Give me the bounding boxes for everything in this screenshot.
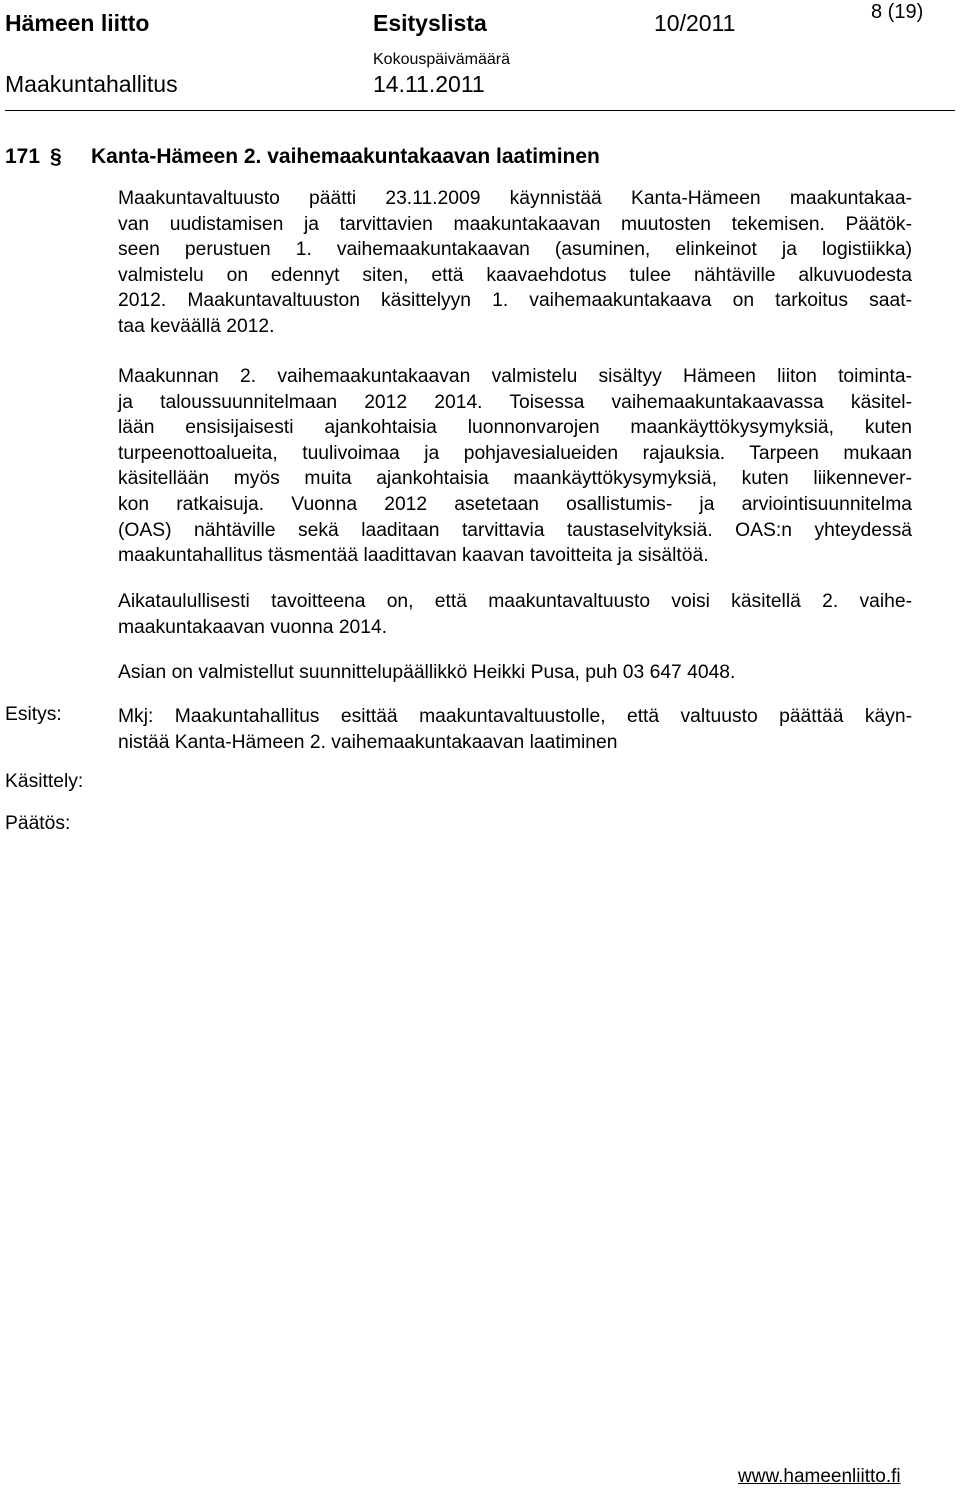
paragraph-preparation <box>118 364 912 569</box>
handling-label: Käsittely: <box>5 771 84 792</box>
text-line: 2012. Maakuntavaltuuston käsittelyyn 1. vaihemaakuntakaava on tarkoitus saat- <box>118 290 912 312</box>
text-line: van uudistamisen ja tarvittavien maakuntakaavan muutosten tekemisen. Päätök- <box>118 213 912 235</box>
text-line: taa keväällä 2012. <box>118 315 275 337</box>
text-line: ja taloussuunnitelmaan 2012 2014. Toisessa vaihemaakuntakaavassa käsitel- <box>118 391 912 413</box>
document-number: 10/2011 <box>654 10 736 36</box>
text-line: lään ensisijaisesti ajankohtaisia luonnonvarojen maankäyttökysymyksiä, kuten <box>118 417 912 439</box>
section-symbol: § <box>50 145 62 168</box>
item-number: 171 <box>5 145 41 168</box>
text-line: kon ratkaisuja. Vuonna 2012 asetetaan osallistumis- ja arviointisuunnitelma <box>118 493 912 515</box>
organization-name: Hämeen liitto <box>5 10 150 36</box>
decision-label: Päätös: <box>5 813 71 834</box>
text-line: käsitellään myös muita ajankohtaisia maankäyttökysymyksiä, kuten liikennever- <box>118 468 912 490</box>
paragraph-preparer <box>118 660 912 686</box>
proposal-label: Esitys: <box>5 704 62 725</box>
text-line: maakuntakaavan vuonna 2014. <box>118 616 388 638</box>
text-line: nistää Kanta-Hämeen 2. vaihemaakuntakaavan laatiminen <box>118 731 618 753</box>
text-line: Maakuntavaltuusto päätti 23.11.2009 käynnistää Kanta-Hämeen maakuntakaa- <box>118 188 912 209</box>
page-number: 8 (19) <box>871 1 924 23</box>
paragraph-schedule <box>118 589 912 640</box>
text-line: maakuntahallitus täsmentää laadittavan kaavan tavoitteita ja sisältöä. <box>118 545 709 567</box>
text-line: Aikataulullisesti tavoitteena on, että maakuntavaltuusto voisi käsitellä 2. vaihe- <box>118 591 912 612</box>
proposal-text <box>118 704 912 755</box>
footer-website-link[interactable]: www.hameenliitto.fi <box>738 1466 901 1487</box>
governing-body: Maakuntahallitus <box>5 71 178 97</box>
text-line: Mkj: Maakuntahallitus esittää maakuntavaltuustolle, että valtuusto päättää käyn- <box>118 706 912 727</box>
document-type: Esityslista <box>373 10 487 36</box>
text-line: (OAS) nähtäville sekä laaditaan tarvittavia taustaselvityksiä. OAS:n yhteydessä <box>118 519 912 541</box>
text-line: Maakunnan 2. vaihemaakuntakaavan valmistelu sisältyy Hämeen liiton toiminta- <box>118 366 912 387</box>
text-line: turpeenottoalueita, tuulivoimaa ja pohjavesialueiden rajauksia. Tarpeen mukaan <box>118 442 912 464</box>
item-title: Kanta-Hämeen 2. vaihemaakuntakaavan laatiminen <box>91 145 600 168</box>
header-divider <box>5 110 955 111</box>
text-line: Asian on valmistellut suunnittelupäällikkö Heikki Pusa, puh 03 647 4048. <box>118 662 736 683</box>
text-line: seen perustuen 1. vaihemaakuntakaavan (asuminen, elinkeinot ja logistiikka) <box>118 239 912 261</box>
text-line: valmistelu on edennyt siten, että kaavaehdotus tulee nähtäville alkuvuodesta <box>118 264 912 286</box>
meeting-date-label: Kokouspäivämäärä <box>373 51 510 68</box>
meeting-date: 14.11.2011 <box>373 71 485 97</box>
paragraph-background <box>118 186 912 340</box>
